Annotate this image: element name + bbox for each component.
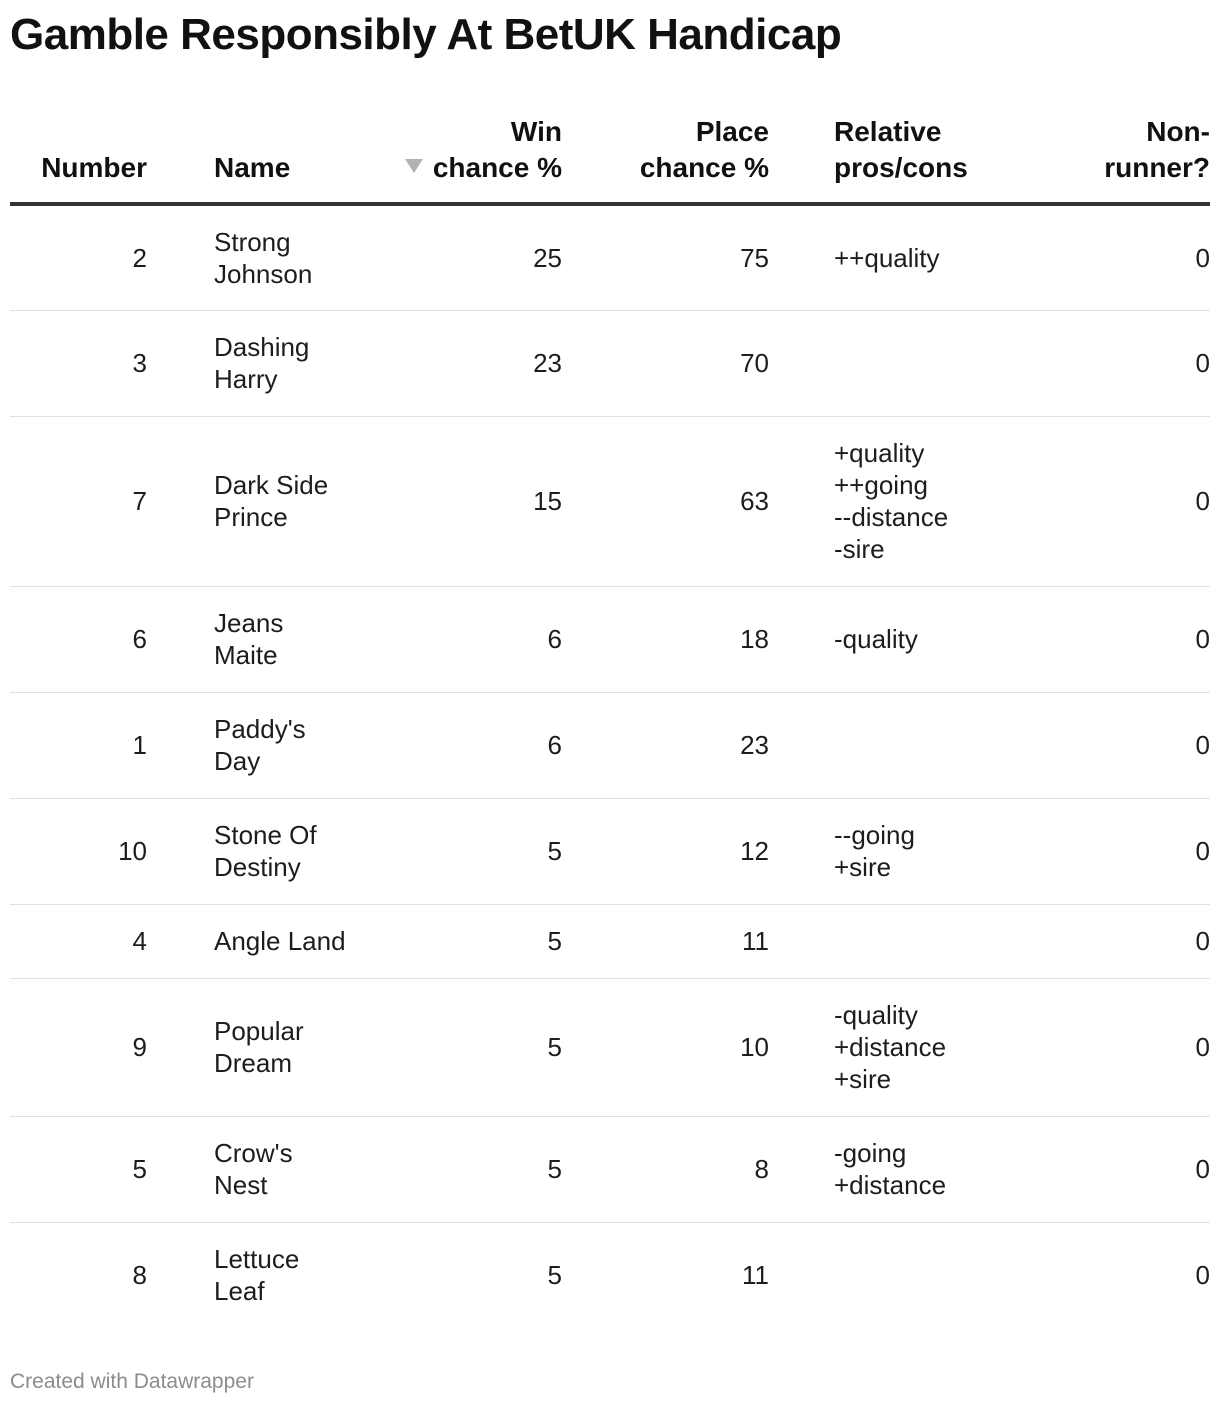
cell-number: 1 [10,692,149,798]
cell-name: Angle Land [149,904,362,978]
table-row [10,798,1210,904]
cell-win-chance: 5 [362,1116,562,1222]
cell-non-runner: 0 [1035,798,1210,904]
column-header-win-chance[interactable]: Win chance % [362,114,562,204]
cell-pros-cons [769,692,1035,798]
table-row [10,904,1210,978]
cell-name: Dashing Harry [149,310,362,416]
cell-number: 8 [132,1260,147,1291]
table-row [10,586,1210,692]
cell-place-chance: 12 [562,798,769,904]
table-header-row [10,114,1210,204]
cell-non-runner: 0 [1195,1260,1210,1291]
cell-number: 3 [10,310,149,416]
cell-place-chance: 10 [562,978,769,1116]
cell-number: 5 [10,1116,149,1222]
cell-name: Jeans Maite [149,586,362,692]
cell-win-chance: 25 [362,204,562,310]
runners-table [10,114,1210,1328]
cell-pros-cons: --going +sire [769,798,1035,904]
cell-number: 7 [10,416,149,586]
cell-place-chance: 11 [742,1260,769,1291]
cell-pros-cons: ++quality [769,204,1035,310]
cell-number: 10 [10,798,149,904]
cell-win-chance: 5 [362,978,562,1116]
cell-number: 9 [10,978,149,1116]
cell-non-runner: 0 [1035,416,1210,586]
cell-pros-cons: -quality +distance +sire [769,978,1035,1116]
cell-win-chance: 5 [362,904,562,978]
table-body [10,204,1210,1328]
cell-name: Dark Side Prince [149,416,362,586]
column-header-non-runner[interactable]: Non- runner? [1035,114,1210,204]
cell-name: Stone Of Destiny [149,798,362,904]
column-header-pros-cons[interactable]: Relative pros/cons [769,114,1035,204]
cell-non-runner: 0 [1035,204,1210,310]
cell-win-chance: 5 [362,798,562,904]
table-row [10,1116,1210,1222]
cell-name: Strong Johnson [149,204,362,310]
cell-win-chance: 5 [547,1260,562,1291]
cell-non-runner: 0 [1035,904,1210,978]
cell-number: 6 [10,586,149,692]
cell-win-chance: 15 [362,416,562,586]
cell-name: Popular Dream [149,978,362,1116]
table-row [10,204,1210,310]
cell-pros-cons: -going +distance [769,1116,1035,1222]
column-header-name[interactable]: Name [149,114,362,204]
cell-place-chance: 70 [562,310,769,416]
sort-down-icon [405,159,423,173]
cell-name: Paddy's Day [149,692,362,798]
cell-place-chance: 11 [562,904,769,978]
column-header-number[interactable]: Number [10,114,149,204]
cell-pros-cons: -quality [769,586,1035,692]
table-row [10,416,1210,586]
cell-pros-cons [769,310,1035,416]
cell-place-chance: 75 [562,204,769,310]
cell-place-chance: 23 [562,692,769,798]
cell-pros-cons [769,1222,1035,1328]
cell-non-runner: 0 [1035,1116,1210,1222]
cell-non-runner: 0 [1035,586,1210,692]
cell-name: Crow's Nest [149,1116,362,1222]
cell-win-chance: 6 [362,692,562,798]
cell-place-chance: 63 [562,416,769,586]
footer-credit[interactable]: Created with Datawrapper [10,1370,254,1393]
table-row [10,692,1210,798]
cell-name: Lettuce Leaf [214,1244,300,1307]
page-title: Gamble Responsibly At BetUK Handicap [10,10,842,59]
cell-non-runner: 0 [1035,978,1210,1116]
cell-number: 2 [10,204,149,310]
cell-place-chance: 18 [562,586,769,692]
table-row [10,1222,1210,1328]
cell-place-chance: 8 [562,1116,769,1222]
cell-win-chance: 6 [362,586,562,692]
cell-win-chance: 23 [362,310,562,416]
cell-pros-cons: +quality ++going --distance -sire [769,416,1035,586]
cell-number: 4 [10,904,149,978]
cell-non-runner: 0 [1035,692,1210,798]
column-header-place-chance[interactable]: Place chance % [562,114,769,204]
table-row [10,310,1210,416]
table-row [10,978,1210,1116]
cell-pros-cons [769,904,1035,978]
cell-non-runner: 0 [1035,310,1210,416]
